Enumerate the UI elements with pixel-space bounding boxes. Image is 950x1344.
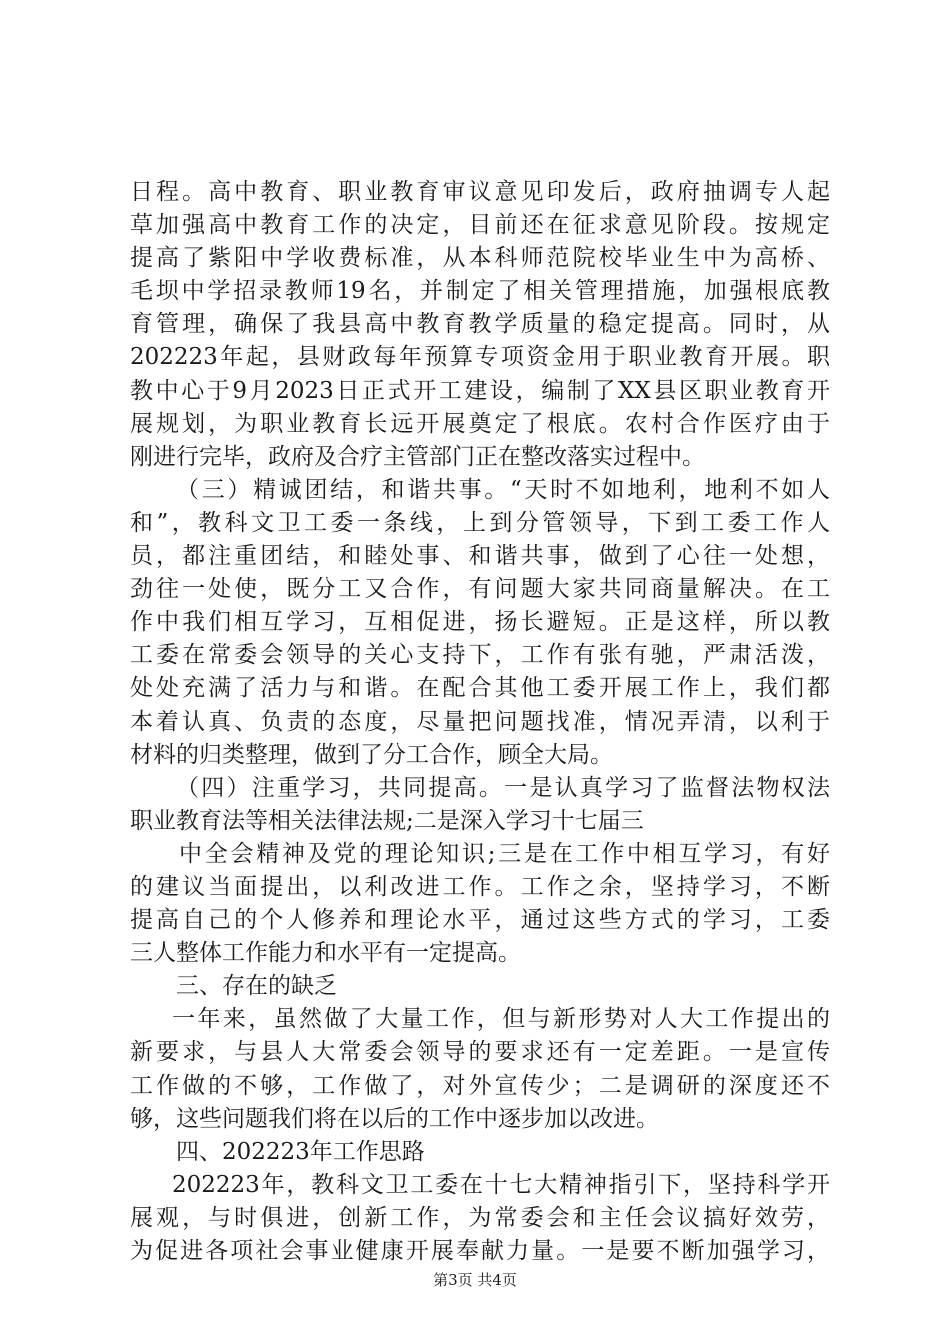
text-line: 和”，教科文卫工委一条线，上到分管领导，下到工委工作人 bbox=[130, 509, 830, 536]
text-line: 草加强高中教育工作的决定，目前还在征求意见阶段。按规定 bbox=[130, 212, 830, 239]
text-line: 202223年，教科文卫工委在十七大精神指引下，坚持科学开 bbox=[172, 1171, 830, 1198]
section-heading-3: （三）精诚团结，和谐共事。“天时不如地利，地利不如人 bbox=[176, 476, 830, 503]
text-line: 的建议当面提出，以利改进工作。工作之余，坚持学习，不断 bbox=[130, 873, 830, 900]
text-line: 为促进各项社会事业健康开展奉献力量。一是要不断加强学习， bbox=[130, 1238, 830, 1264]
text-line: 202223年起，县财政每年预算专项资金用于职业教育开展。职 bbox=[130, 344, 830, 371]
text-line: 展观，与时俱进，创新工作，为常委会和主任会议搞好效劳， bbox=[130, 1204, 830, 1231]
text-line: 日程。高中教育、职业教育审议意见印发后，政府抽调专人起 bbox=[130, 179, 830, 205]
text-line: 员，都注重团结，和睦处事、和谐共事，做到了心往一处想， bbox=[130, 543, 830, 570]
section-heading-deficiencies: 三、存在的缺乏 bbox=[176, 973, 337, 1000]
text-line: 材料的归类整理，做到了分工合作，顾全大局。 bbox=[130, 741, 613, 768]
text-line: 本着认真、负责的态度，尽量把问题找准，情况弄清，以利于 bbox=[130, 708, 830, 735]
text-line: 作中我们相互学习，互相促进，扬长避短。正是这样，所以教 bbox=[130, 609, 830, 636]
text-line: 刚进行完毕，政府及合疗主管部门正在整改落实过程中。 bbox=[130, 443, 705, 470]
text-line: 处处充满了活力与和谐。在配合其他工委开展工作上，我们都 bbox=[130, 675, 830, 702]
text-line: 够，这些问题我们将在以后的工作中逐步加以改进。 bbox=[130, 1105, 659, 1132]
text-line: 工作做的不够，工作做了，对外宣传少；二是调研的深度还不 bbox=[130, 1072, 830, 1099]
text-line: 中全会精神及党的理论知识;三是在工作中相互学习，有好 bbox=[179, 840, 830, 867]
text-line: 展规划，为职业教育长远开展奠定了根底。农村合作医疗由于 bbox=[130, 410, 830, 437]
text-line: 教中心于9月2023日正式开工建设，编制了XX县区职业教育开 bbox=[130, 377, 830, 404]
text-line: 劲往一处使，既分工又合作，有问题大家共同商量解决。在工 bbox=[130, 576, 830, 603]
text-line: 职业教育法等相关法律法规;二是深入学习十七届三 bbox=[130, 807, 644, 834]
text-line: 毛坝中学招录教师19名，并制定了相关管理措施，加强根底教 bbox=[130, 278, 830, 305]
text-line: 提高自己的个人修养和理论水平，通过这些方式的学习，工委 bbox=[130, 907, 830, 934]
text-line: 育管理，确保了我县高中教育教学质量的稳定提高。同时，从 bbox=[130, 311, 830, 338]
text-line: 工委在常委会领导的关心支持下，工作有张有驰，严肃活泼， bbox=[130, 642, 830, 669]
text-line: 提高了紫阳中学收费标准，从本科师范院校毕业生中为高桥、 bbox=[130, 245, 830, 272]
section-heading-work-plan: 四、202223年工作思路 bbox=[176, 1138, 425, 1165]
text-line: 新要求，与县人大常委会领导的要求还有一定差距。一是宣传 bbox=[130, 1039, 830, 1066]
text-line: 三人整体工作能力和水平有一定提高。 bbox=[130, 940, 521, 967]
page-footer: 第3页 共4页 bbox=[433, 1271, 517, 1289]
document-body bbox=[130, 176, 830, 1268]
text-line: 一年来，虽然做了大量工作，但与新形势对人大工作提出的 bbox=[172, 1006, 830, 1033]
section-heading-4: （四）注重学习，共同提高。一是认真学习了监督法物权法 bbox=[176, 774, 830, 801]
